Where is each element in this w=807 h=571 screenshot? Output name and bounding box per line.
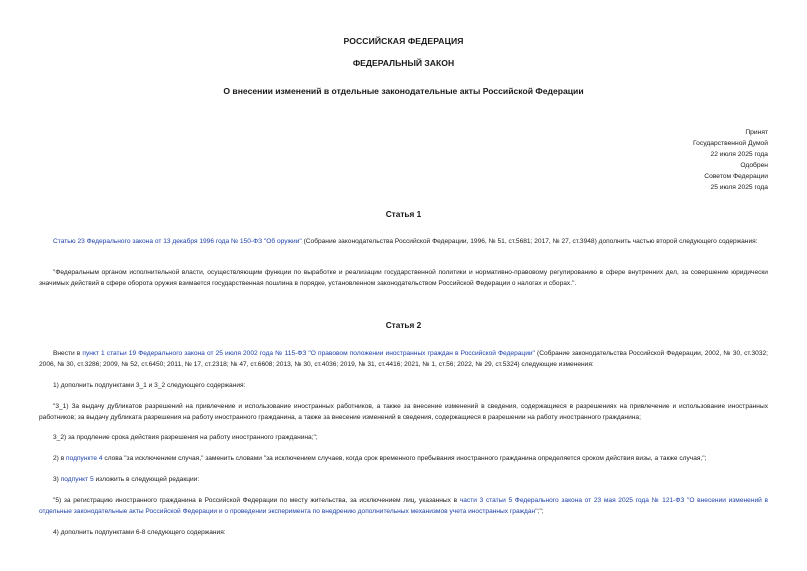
article-2-item-4: 4) дополнить подпунктами 6-8 следующего содержания: [53,529,226,536]
law-type-heading: ФЕДЕРАЛЬНЫЙ ЗАКОН [352,58,455,68]
article-1-paragraph-1 [39,237,768,248]
article-1-paragraph-2: "Федеральным органом исполнительной власти, осуществляющим функции по выработке и реализации государственной политики и нормативно-правовому регулированию в сфере внутренних дел, за совершение юридически значимых действий в сфере оборота оружия взимается государственная пошлина в порядке, установленном законодательством Российской Федерации о налогах и сборах.". [39,269,768,287]
paragraph-text: ;"; [537,507,544,515]
adoption-date: 22 июля 2025 года [710,151,768,158]
article-2-item-1: 1) дополнить подпунктами 3_1 и 3_2 следующего содержания: [53,382,246,389]
law-reference-link[interactable]: пункт 1 статьи 19 Федерального закона от 25 июля 2002 года № 115-ФЗ "О правовом положении иностранных граждан в Российской Федерации" [82,350,535,357]
approval-line: Одобрен [740,162,768,169]
adoption-line: Принят [745,129,768,136]
law-reference-link[interactable]: части 3 статьи 5 Федерального закона от 23 мая 2025 года № 121-ФЗ "О внесении изменений в отдельные законодательные акты Российской Федерации и о проведении эксперимента по внедрению дополнительных механизмов учета иностранных граждан" [39,497,768,515]
paragraph-text: (Собрание законодательства Российской Федерации, 1996, № 51, ст.5681; 2017, № 27, ст.3948) дополнить частью второй следующего содержания: [301,238,758,245]
article-2-item-3-quote [39,496,768,517]
article-2-item-1-quote-2: 3_2) за продление срока действия разрешения на работу иностранного гражданина;"; [53,434,318,441]
article-1-heading: Статья 1 [385,209,422,219]
country-heading: РОССИЙСКАЯ ФЕДЕРАЦИЯ [343,36,464,46]
adoption-block [568,127,768,193]
approval-line: Советом Федерации [704,173,768,180]
paragraph-text: Внести в [53,350,83,357]
adoption-line: Государственной Думой [693,140,768,147]
article-2-paragraph-1 [39,349,768,370]
paragraph-text: "5) за регистрацию иностранного гражданина в Российской Федерации по месту жительства, за исключением лиц, указанных в [53,497,460,504]
paragraph-text: изложить в следующей редакции: [93,476,200,483]
law-reference-link[interactable]: Статью 23 Федерального закона от 13 декабря 1996 года № 150-ФЗ "Об оружии" [53,238,302,245]
paragraph-text: слова "за исключением случая," заменить словами "за исключением случаев, когда срок временного пребывания иностранного гражданина определяется сроком действия визы, а также случая,"; [102,455,707,462]
law-title: О внесении изменений в отдельные законодательные акты Российской Федерации [223,86,584,96]
article-2-item-3 [39,475,768,486]
article-2-heading: Статья 2 [385,320,422,330]
article-2-item-2 [39,454,768,465]
approval-date: 25 июля 2025 года [710,184,768,191]
paragraph-text: 3) [53,476,61,483]
subitem-link[interactable]: подпункте 4 [66,455,103,462]
paragraph-text: (Собрание законодательства Российской Федерации, 2002, № 30, ст.3032; 2006, № 30, ст.3286; 2009, № 52, ст.6450; 2011, № 17, ст.2318; № 47, ст.6608; 2013, № 30, ст.4036; 2019, № 31, ст.4416; 2021, № 1, ст.56; 2022, № 29, ст.5324) следующие изменения: [39,350,768,368]
subitem-link[interactable]: подпункт 5 [60,476,94,483]
paragraph-text: 2) в [53,455,67,462]
article-2-item-1-quote-1: "3_1) За выдачу дубликатов разрешений на привлечение и использование иностранных работников, а также за внесение изменений в сведения, содержащиеся в разрешениях на привлечение и использование иностранных работников; за выдачу дубликата разрешения на работу иностранного гражданина, а также за внесение изменений в сведения, содержащиеся в разрешении на работу иностранного гражданина; [39,403,768,421]
